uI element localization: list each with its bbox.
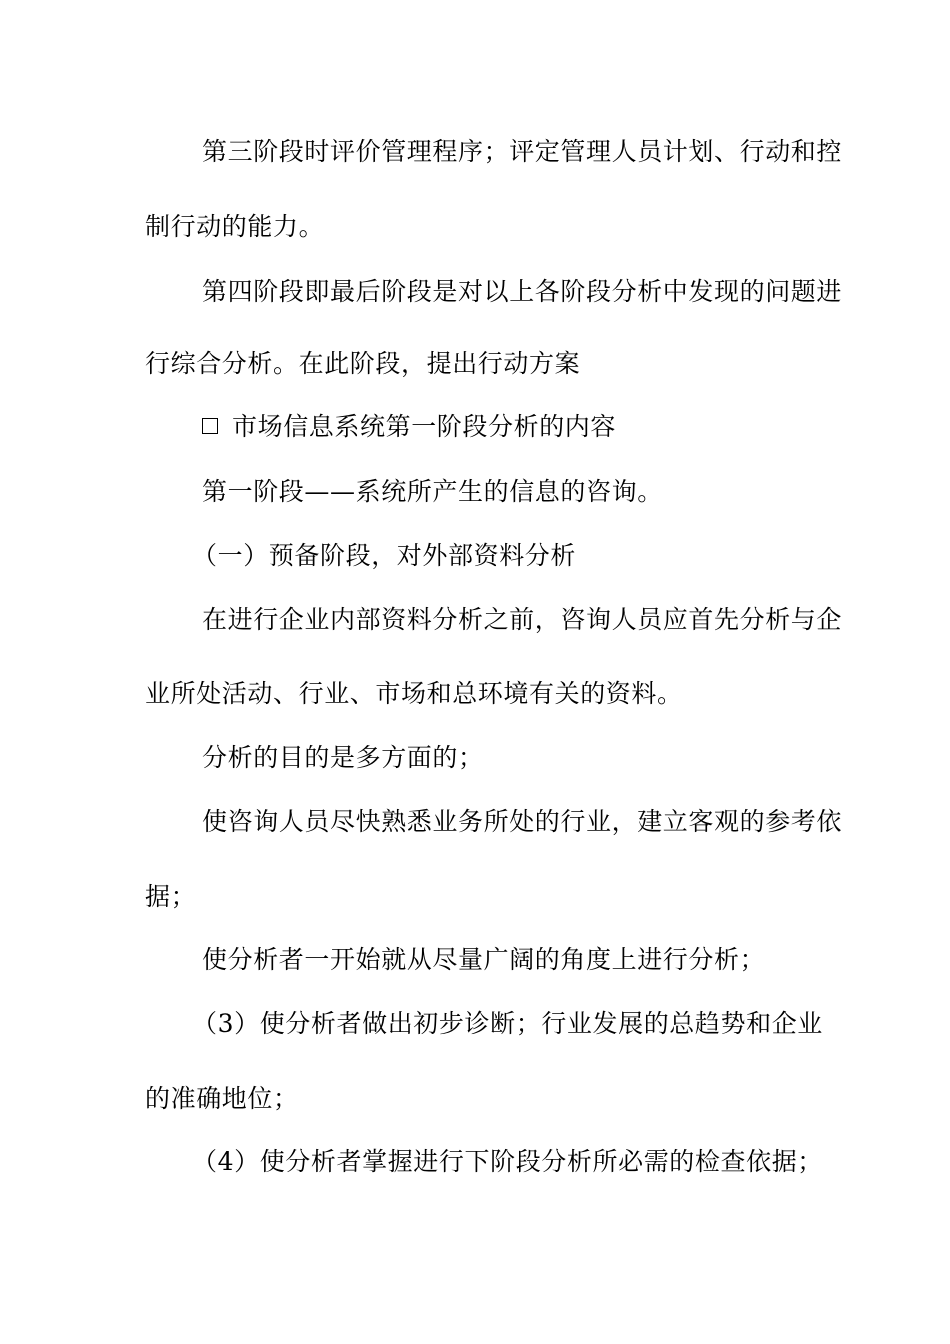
paragraph-line: 业所处活动、行业、市场和总环境有关的资料。 (145, 679, 683, 708)
paragraph-line: 第一阶段——系统所产生的信息的咨询。 (202, 477, 663, 506)
section-heading: （一）预备阶段，对外部资料分析 (192, 541, 577, 570)
paragraph-line: 使分析者一开始就从尽量广阔的角度上进行分析； (202, 945, 766, 974)
paragraph-line: 第三阶段时评价管理程序；评定管理人员计划、行动和控 (202, 137, 843, 166)
list-item-line: （4）使分析者掌握进行下阶段分析所必需的检查依据； (192, 1147, 823, 1176)
paragraph-line: 制行动的能力。 (145, 212, 325, 241)
checkbox-heading-text: 市场信息系统第一阶段分析的内容 (232, 412, 617, 441)
checkbox-heading (202, 412, 616, 442)
paragraph-line: 分析的目的是多方面的； (202, 743, 484, 772)
paragraph-line: 行综合分析。在此阶段，提出行动方案 (145, 349, 581, 378)
paragraph-line: 第四阶段即最后阶段是对以上各阶段分析中发现的问题进 (202, 277, 843, 306)
list-item-line: （3）使分析者做出初步诊断；行业发展的总趋势和企业 (192, 1009, 823, 1038)
paragraph-line: 据； (145, 882, 197, 911)
checkbox-icon (202, 418, 218, 434)
paragraph-line: 在进行企业内部资料分析之前，咨询人员应首先分析与企 (202, 605, 843, 634)
list-item-line: 的准确地位； (145, 1084, 299, 1113)
paragraph-line: 使咨询人员尽快熟悉业务所处的行业，建立客观的参考依 (202, 807, 843, 836)
